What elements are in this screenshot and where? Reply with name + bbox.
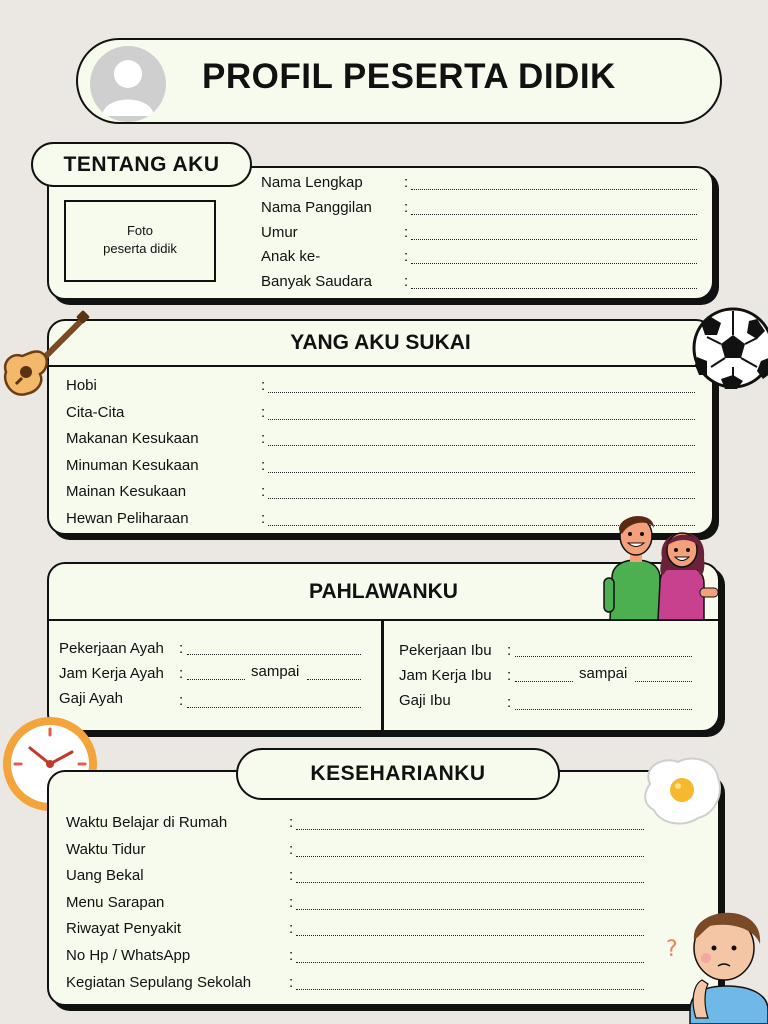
field-blank-line: [411, 288, 697, 289]
hero-field-colon: :: [507, 694, 512, 711]
page-title: PROFIL PESERTA DIDIK: [202, 57, 616, 96]
field-label: Anak ke-: [261, 248, 321, 266]
field-label: Hobi: [66, 377, 97, 394]
field-blank-line: [411, 239, 697, 240]
field-colon: :: [289, 814, 294, 831]
field-colon: :: [289, 920, 294, 938]
field-label: Nama Panggilan: [261, 198, 372, 216]
hero-field-label: Pekerjaan Ayah: [59, 640, 164, 657]
soccer-ball-icon: [691, 305, 768, 391]
until-label: sampai: [579, 665, 628, 682]
field-colon: :: [261, 430, 266, 448]
field-blank-line: [296, 989, 644, 990]
avatar: [90, 46, 166, 122]
field-label: Mainan Kesukaan: [66, 483, 187, 501]
field-blank-line: [296, 829, 644, 830]
hero-field-label: Jam Kerja Ayah: [59, 665, 164, 682]
likes-header: [49, 321, 712, 367]
field-label: Riwayat Penyakit: [66, 920, 182, 938]
hero-blank-line: [515, 656, 692, 657]
hero-title: PAHLAWANKU: [309, 579, 458, 603]
field-colon: :: [261, 510, 266, 527]
field-label: Banyak Saudara: [261, 273, 372, 291]
photo-label-line2: peserta didik: [103, 241, 177, 256]
field-colon: :: [404, 223, 409, 241]
fried-egg-icon: [640, 754, 724, 828]
user-icon: [90, 46, 166, 122]
hero-blank-line: [187, 654, 361, 655]
hero-divider: [381, 619, 384, 732]
field-colon: :: [261, 403, 266, 421]
hero-field-label: Jam Kerja Ibu: [399, 667, 492, 684]
field-blank-line: [411, 189, 697, 190]
hero-field-colon: :: [179, 692, 184, 709]
field-colon: :: [261, 456, 266, 474]
hero-field-label: Gaji Ayah: [59, 690, 123, 707]
field-label: Kegiatan Sepulang Sekolah: [66, 973, 252, 991]
photo-label-line1: Foto: [126, 223, 153, 238]
field-label: No Hp / WhatsApp: [66, 947, 191, 964]
likes-card: [47, 319, 714, 535]
daily-title: [236, 748, 560, 800]
hero-blank-start: [515, 681, 573, 682]
guitar-icon: [0, 310, 92, 400]
hero-field-colon: :: [507, 667, 512, 684]
daily-card: [47, 770, 720, 1006]
field-colon: :: [404, 248, 409, 266]
parents-illustration: [600, 508, 724, 620]
field-blank-line: [296, 935, 644, 936]
hero-field-colon: :: [179, 665, 184, 682]
field-blank-line: [296, 882, 644, 883]
field-blank-line: [268, 419, 695, 420]
about-title: [31, 142, 252, 187]
field-colon: :: [404, 273, 409, 291]
field-label: Minuman Kesukaan: [66, 456, 199, 474]
field-blank-line: [296, 909, 644, 910]
field-blank-line: [268, 445, 695, 446]
field-colon: :: [261, 483, 266, 501]
daily-title-text: KESEHARIANKU: [310, 762, 486, 785]
likes-title: YANG AKU SUKAI: [290, 331, 471, 354]
field-blank-line: [268, 498, 695, 499]
until-label: sampai: [251, 663, 300, 680]
hero-field-colon: :: [179, 640, 184, 657]
hero-field-label: Pekerjaan Ibu: [399, 642, 492, 659]
field-label: Hewan Peliharaan: [66, 510, 189, 527]
field-label: Makanan Kesukaan: [66, 430, 199, 448]
hero-field-colon: :: [507, 642, 512, 659]
field-colon: :: [404, 174, 409, 191]
hero-field-label: Gaji Ibu: [399, 692, 451, 709]
field-colon: :: [404, 198, 409, 216]
about-title-text: TENTANG AKU: [63, 152, 220, 176]
hero-blank-end: [635, 681, 692, 682]
field-label: Nama Lengkap: [261, 174, 363, 191]
field-colon: :: [289, 893, 294, 911]
field-colon: :: [289, 973, 294, 991]
field-colon: :: [289, 840, 294, 858]
hero-blank-end: [307, 679, 361, 680]
field-blank-line: [296, 962, 644, 963]
field-colon: :: [289, 947, 294, 964]
field-colon: :: [261, 377, 266, 394]
hero-blank-start: [187, 679, 245, 680]
field-blank-line: [268, 472, 695, 473]
field-blank-line: [296, 856, 644, 857]
photo-placeholder: [64, 200, 216, 282]
field-blank-line: [411, 263, 697, 264]
field-label: Umur: [261, 223, 298, 241]
field-label: Uang Bekal: [66, 867, 144, 885]
thinking-child-illustration: [660, 900, 768, 1024]
hero-blank-line: [187, 707, 361, 708]
hero-blank-line: [515, 709, 692, 710]
field-label: Menu Sarapan: [66, 893, 165, 911]
field-label: Waktu Tidur: [66, 840, 146, 858]
field-label: Cita-Cita: [66, 403, 125, 421]
field-blank-line: [411, 214, 697, 215]
field-colon: :: [289, 867, 294, 885]
field-label: Waktu Belajar di Rumah: [66, 814, 228, 831]
header-banner: [76, 38, 722, 124]
field-blank-line: [268, 392, 695, 393]
svg-text:?: ?: [666, 937, 678, 962]
